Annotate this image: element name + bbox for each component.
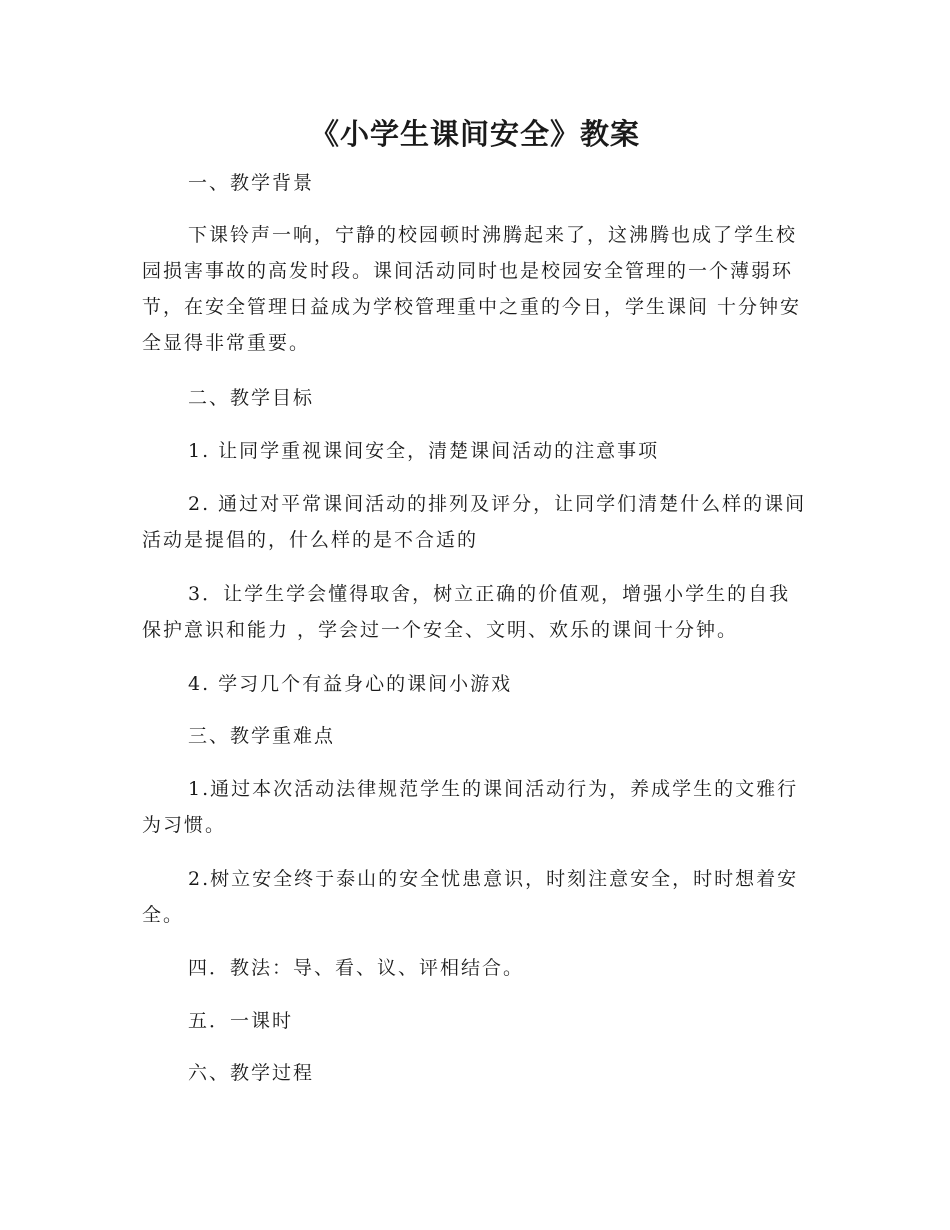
section-heading-process: 六、教学过程 [188, 1062, 315, 1084]
goal-item-1: 1. 让同学重视课间安全，清楚课间活动的注意事项 [188, 440, 660, 462]
section-heading-periods: 五．一课时 [188, 1010, 294, 1032]
section-heading-goals: 二、教学目标 [188, 387, 315, 409]
section-heading-background: 一、教学背景 [188, 172, 315, 194]
goal-item-2: 2. 通过对平常课间活动的排列及评分，让同学们清楚什么样的课间活动是提倡的，什么样的是不合适的 [142, 493, 807, 551]
section-heading-key-points: 三、教学重难点 [188, 725, 336, 747]
goal-item-4: 4. 学习几个有益身心的课间小游戏 [188, 673, 513, 695]
key-point-1: 1.通过本次活动法律规范学生的课间活动行为，养成学生的文雅行为习惯。 [142, 778, 799, 836]
key-point-2: 2.树立安全终于泰山的安全忧患意识，时刻注意安全，时时想着安全。 [142, 868, 799, 926]
section-heading-methods: 四．教法：导、看、议、评相结合。 [188, 957, 525, 979]
paragraph-background: 下课铃声一响，宁静的校园顿时沸腾起来了，这沸腾也成了学生校园损害事故的高发时段。课间活动同时也是校园安全管理的一个薄弱环节，在安全管理日益成为学校管理重中之重的今日，学生课间 十分钟安全显得非常重要。 [142, 224, 802, 354]
goal-item-3: 3．让学生学会懂得取舍，树立正确的价值观，增强小学生的自我保护意识和能力 ，学会过一个安全、文明、欢乐的课间十分钟。 [142, 583, 791, 641]
document-title: 《小学生课间安全》教案 [309, 117, 640, 151]
